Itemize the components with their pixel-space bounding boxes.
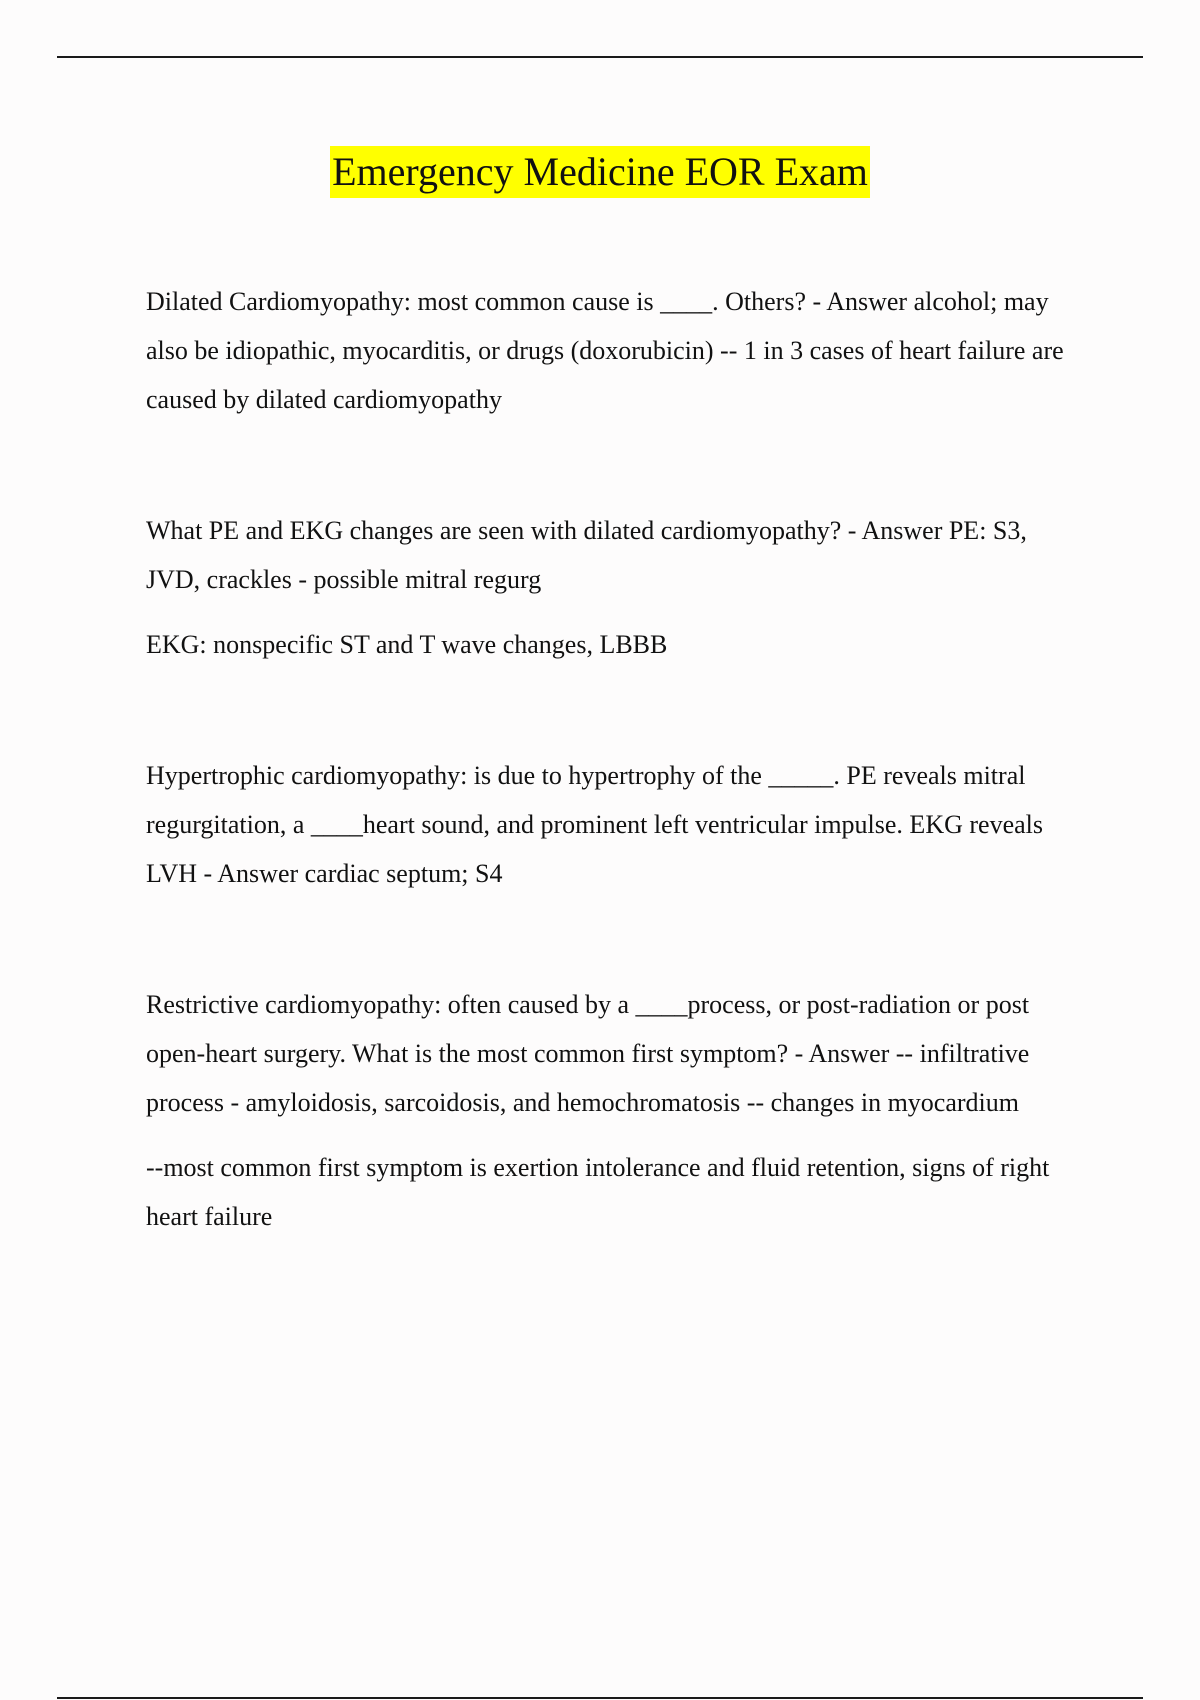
- qa-dilated-cardiomyopathy-cause: [146, 277, 1081, 424]
- top-rule: [57, 56, 1143, 58]
- paragraph: What PE and EKG changes are seen with dilated cardiomyopathy? - Answer PE: S3, JVD, crackles - possible mitral regurg: [146, 516, 1027, 594]
- paragraph: EKG: nonspecific ST and T wave changes, LBBB: [146, 630, 668, 659]
- paragraph: --most common first symptom is exertion intolerance and fluid retention, signs of right heart failure: [146, 1153, 1050, 1231]
- document-body: [146, 277, 1081, 1323]
- qa-restrictive-cardiomyopathy: [146, 980, 1081, 1241]
- qa-hypertrophic-cardiomyopathy: [146, 751, 1081, 898]
- qa-dilated-cardiomyopathy-pe-ekg: [146, 506, 1081, 669]
- title-container: [0, 146, 1200, 198]
- paragraph: Dilated Cardiomyopathy: most common cause is ____. Others? - Answer alcohol; may also be idiopathic, myocarditis, or drugs (doxorubicin) -- 1 in 3 cases of heart failure are caused by dilated cardiomyopathy: [146, 287, 1064, 414]
- paragraph: Hypertrophic cardiomyopathy: is due to hypertrophy of the _____. PE reveals mitral regurgitation, a ____heart sound, and prominent left ventricular impulse. EKG reveals LVH - Answer cardiac septum; S4: [146, 761, 1043, 888]
- paragraph: Restrictive cardiomyopathy: often caused by a ____process, or post-radiation or post open-heart surgery. What is the most common first symptom? - Answer -- infiltrative process - amyloidosis, sarcoidosis, and hemochromatosis -- changes in myocardium: [146, 990, 1030, 1117]
- bottom-rule: [57, 1697, 1143, 1699]
- page-title: Emergency Medicine EOR Exam: [330, 146, 870, 198]
